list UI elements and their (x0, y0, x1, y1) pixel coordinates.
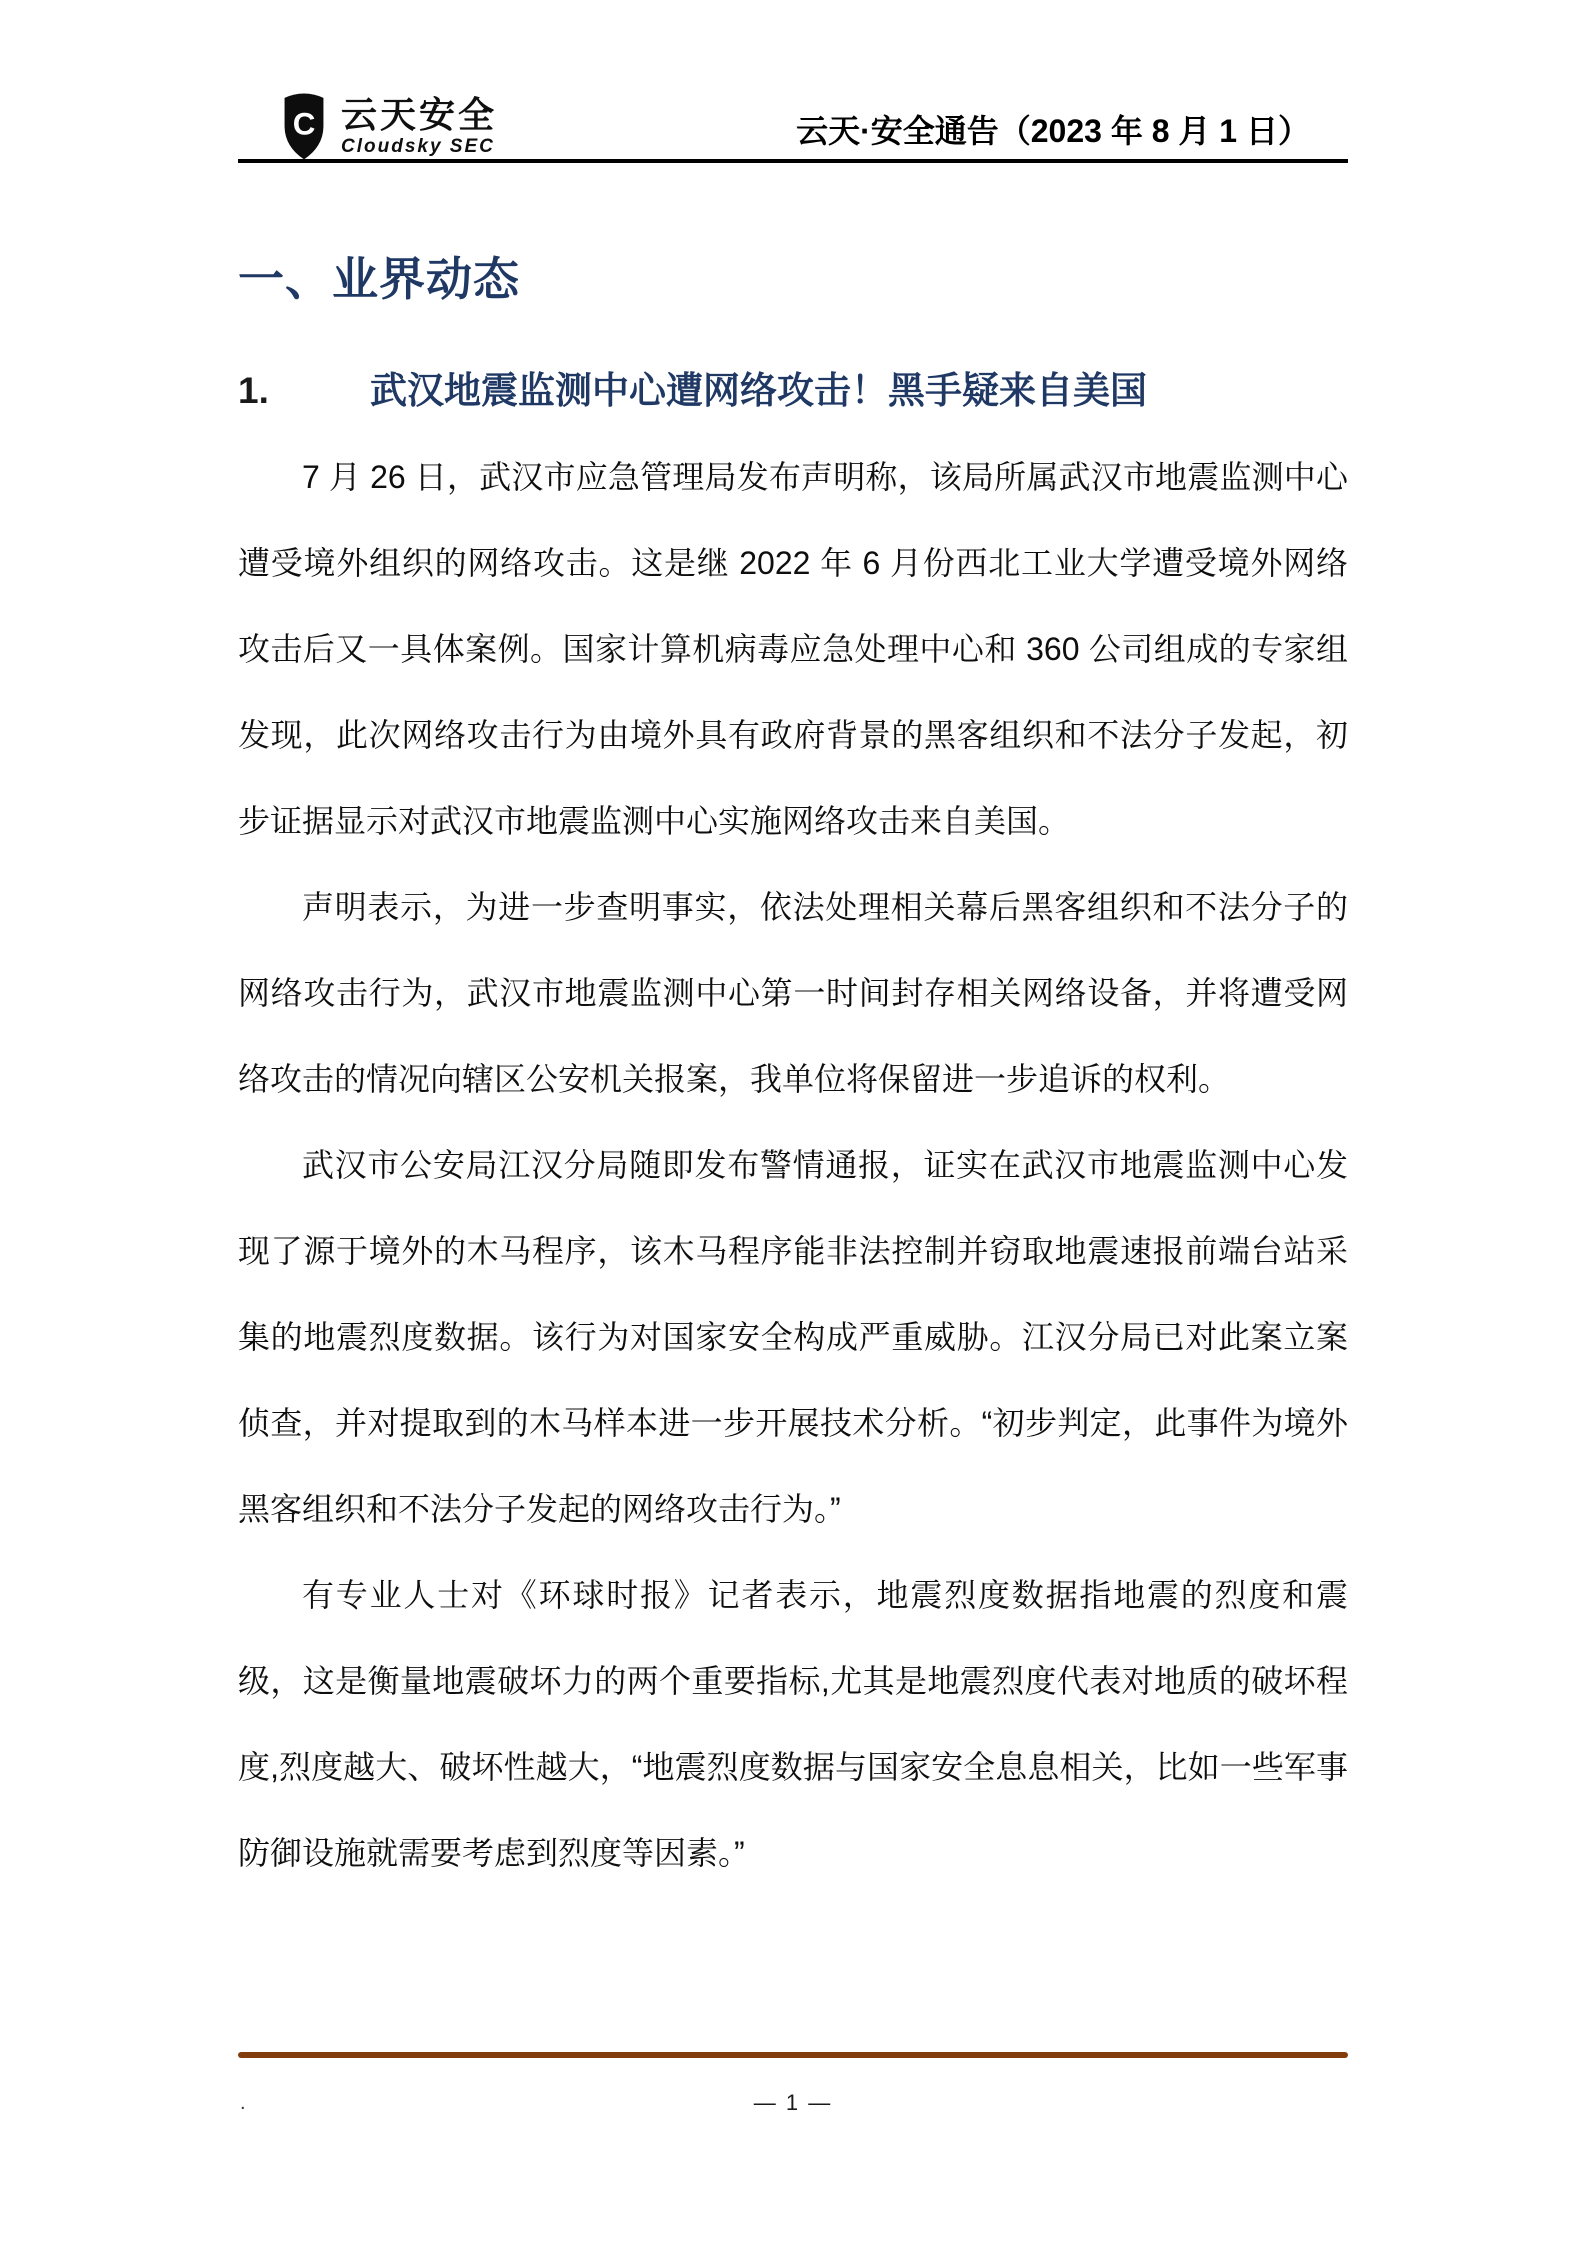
footer-accent-line (238, 2052, 1348, 2058)
footer-row (238, 2090, 1348, 2126)
paragraph-1: 7 月 26 日，武汉市应急管理局发布声明称，该局所属武汉市地震监测中心遭受境外组织的网络攻击。这是继 2022 年 6 月份西北工业大学遭受境外网络攻击后又一具体案例。国家计算机病毒应急处理中心和 360 公司组成的专家组发现，此次网络攻击行为由境外具有政府背景的黑客组织和不法分子发起，初步证据显示对武汉市地震监测中心实施网络攻击来自美国。 (238, 459, 1348, 839)
footer-stray-mark: . (240, 2092, 246, 2114)
paragraph-2: 声明表示，为进一步查明事实，依法处理相关幕后黑客组织和不法分子的网络攻击行为，武汉市地震监测中心第一时间封存相关网络设备，并将遭受网络攻击的情况向辖区公安机关报案，我单位将保留进一步追诉的权利。 (238, 889, 1348, 1097)
article-number: 1. (238, 370, 269, 411)
article-title-text: 武汉地震监测中心遭网络攻击！黑手疑来自美国 (370, 370, 1147, 411)
svg-text:C: C (292, 106, 316, 142)
bulletin-header-title: 云天·安全通告（2023 年 8 月 1 日） (796, 113, 1310, 149)
brand-name-cn: 云天安全 (341, 94, 498, 135)
paragraph-4: 有专业人士对《环球时报》记者表示，地震烈度数据指地震的烈度和震级，这是衡量地震破坏力的两个重要指标,尤其是地震烈度代表对地质的破坏程度,烈度越大、破坏性越大，“地震烈度数据与国家安全息息相关，比如一些军事防御设施就需要考虑到烈度等因素。” (238, 1577, 1348, 1871)
brand-name-en: Cloudsky SEC (341, 136, 495, 157)
article-paragraphs (238, 434, 1348, 1896)
article-title (238, 368, 1147, 414)
paragraph-3: 武汉市公安局江汉分局随即发布警情通报，证实在武汉市地震监测中心发现了源于境外的木马程序，该木马程序能非法控制并窃取地震速报前端台站采集的地震烈度数据。该行为对国家安全构成严重威胁。江汉分局已对此案立案侦查，并对提取到的木马样本进一步开展技术分析。“初步判定，此事件为境外黑客组织和不法分子发起的网络攻击行为。” (238, 1147, 1348, 1527)
page-number: — 1 — (753, 2090, 833, 2115)
shield-c-icon (277, 92, 331, 162)
brand-text (341, 95, 497, 159)
header-divider-line (238, 159, 1348, 163)
section-heading: 一、业界动态 (238, 253, 520, 305)
brand-logo (277, 92, 497, 162)
